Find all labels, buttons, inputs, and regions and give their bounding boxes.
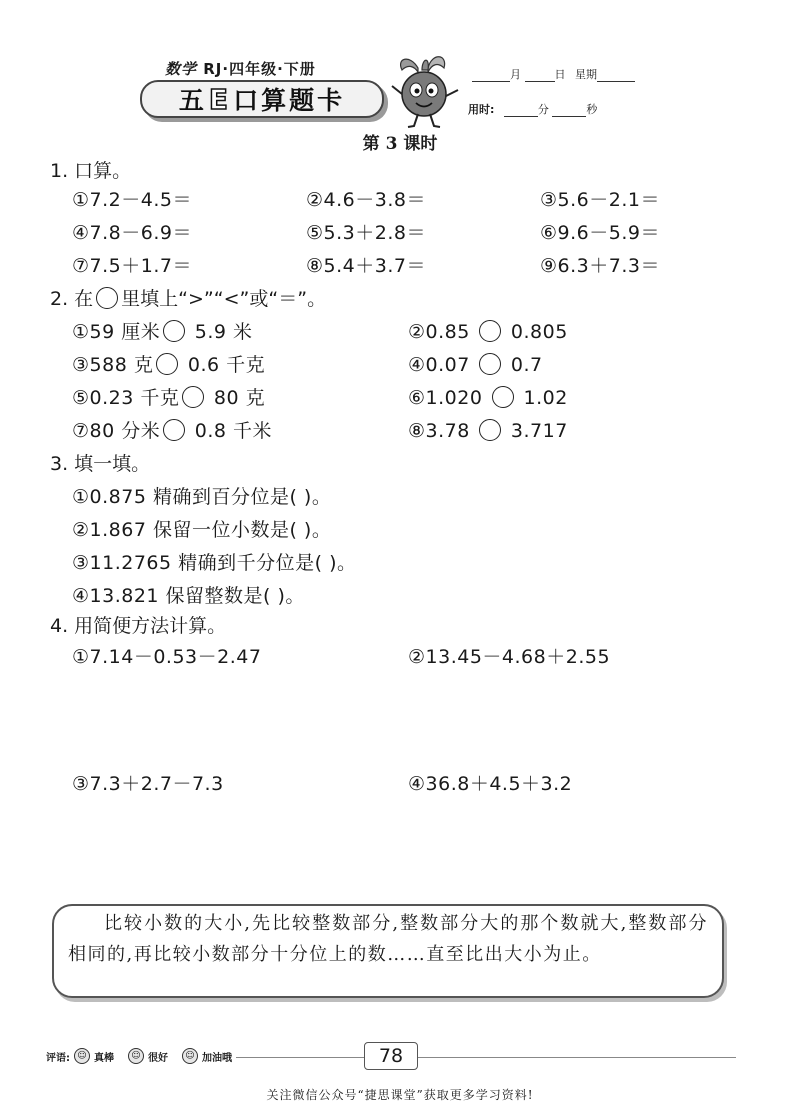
tip-text: 比较小数的大小,先比较整数部分,整数部分大的那个数就大,整数部分相同的,再比较小数部分十分位上的数……直至比出大小为止。 (68, 913, 708, 965)
rating-option-2[interactable]: 很好 (148, 1052, 168, 1064)
q2-right: 3.717 (504, 420, 568, 442)
q2-left: ⑧3.78 (408, 420, 477, 442)
minutes-blank[interactable] (504, 106, 538, 117)
q2-title-post: 里填上“>”“<”或“＝”。 (121, 288, 327, 310)
q2-left: ③588 克 (72, 354, 154, 376)
banner-prefix: 五 (178, 86, 207, 115)
q4-item-1: ①7.14－0.53－2.47 (72, 646, 262, 668)
q4-item-4: ④36.8＋4.5＋3.2 (408, 773, 573, 795)
minutes-label: 分 (537, 103, 549, 116)
title-banner (140, 80, 384, 118)
q2-right: 0.805 (504, 321, 568, 343)
q2-item-3 (72, 353, 265, 377)
q2-item-4 (408, 353, 543, 377)
q1-item-5: ⑤5.3＋2.8＝ (306, 222, 426, 244)
time-label: 用时: (468, 103, 495, 116)
rating-row (46, 1048, 242, 1064)
q4-item-3: ③7.3＋2.7－7.3 (72, 773, 224, 795)
q4-title: 4. 用简便方法计算。 (50, 615, 227, 637)
rating-option-1[interactable]: 真棒 (94, 1052, 114, 1064)
cheer-face-icon[interactable]: ☺ (182, 1048, 198, 1064)
q2-left: ⑦80 分米 (72, 420, 161, 442)
q3-item-2: ②1.867 保留一位小数是( )。 (72, 519, 332, 541)
q2-left: ④0.07 (408, 354, 477, 376)
day-blank[interactable] (525, 71, 555, 82)
q2-item-2 (408, 320, 568, 344)
q1-item-6: ⑥9.6－5.9＝ (540, 222, 660, 244)
q2-item-5 (72, 386, 265, 410)
q1-item-3: ③5.6－2.1＝ (540, 189, 660, 211)
q2-right: 80 克 (207, 387, 266, 409)
q1-title: 1. 口算。 (50, 160, 132, 182)
q2-right: 0.6 千克 (181, 354, 266, 376)
q2-right: 0.7 (504, 354, 543, 376)
q2-left: ⑥1.020 (408, 387, 489, 409)
q1-item-4: ④7.8－6.9＝ (72, 222, 192, 244)
q2-item-1 (72, 320, 253, 344)
q4-item-2: ②13.45－4.68＋2.55 (408, 646, 611, 668)
circle-icon (96, 287, 118, 309)
footer-divider-right (416, 1057, 736, 1058)
q1-item-1: ①7.2－4.5＝ (72, 189, 192, 211)
rating-option-3[interactable]: 加油哦 (202, 1052, 232, 1064)
page-number: 78 (364, 1042, 418, 1070)
mascot-radish-icon (388, 50, 464, 130)
weekday-label: 星期 (575, 68, 597, 81)
q2-left: ②0.85 (408, 321, 477, 343)
compare-circle[interactable] (479, 419, 501, 441)
banner-title: 口算题卡 (233, 86, 346, 115)
compare-circle[interactable] (182, 386, 204, 408)
compare-circle[interactable] (479, 320, 501, 342)
footer-divider-left (236, 1057, 364, 1058)
seconds-blank[interactable] (552, 106, 586, 117)
compare-circle[interactable] (492, 386, 514, 408)
time-line (468, 101, 597, 117)
q1-item-9: ⑨6.3＋7.3＝ (540, 255, 660, 277)
q2-item-8 (408, 419, 568, 443)
q2-title (50, 287, 326, 311)
q2-right: 5.9 米 (188, 321, 253, 343)
q2-left: ⑤0.23 千克 (72, 387, 180, 409)
date-line (472, 66, 635, 82)
grin-face-icon[interactable]: ☺ (74, 1048, 90, 1064)
lesson-title: 第 3 课时 (362, 134, 438, 154)
q3-item-1: ①0.875 精确到百分位是( )。 (72, 486, 332, 508)
q3-title: 3. 填一填。 (50, 453, 151, 475)
banner-e-letter: E (208, 82, 232, 116)
seconds-label: 秒 (586, 103, 598, 116)
compare-circle[interactable] (479, 353, 501, 375)
q2-right: 0.8 千米 (188, 420, 273, 442)
q1-item-7: ⑦7.5＋1.7＝ (72, 255, 192, 277)
q1-item-8: ⑧5.4＋3.7＝ (306, 255, 426, 277)
compare-circle[interactable] (163, 320, 185, 342)
month-label: 月 (510, 68, 521, 81)
footer-notice: 关注微信公众号“捷思课堂”获取更多学习资料! (266, 1088, 534, 1102)
month-blank[interactable] (472, 71, 510, 82)
compare-circle[interactable] (163, 419, 185, 441)
compare-circle[interactable] (156, 353, 178, 375)
q2-right: 1.02 (516, 387, 568, 409)
q2-item-6 (408, 386, 568, 410)
day-label: 日 (554, 68, 566, 81)
smile-face-icon[interactable]: ☺ (128, 1048, 144, 1064)
grade-volume: RJ·四年级·下册 (197, 60, 316, 78)
q2-item-7 (72, 419, 272, 443)
q2-title-pre: 2. 在 (50, 288, 94, 310)
q3-item-4: ④13.821 保留整数是( )。 (72, 585, 305, 607)
q3-item-3: ③11.2765 精确到千分位是( )。 (72, 552, 357, 574)
tip-box (52, 904, 724, 998)
subject-name: 数学 (165, 60, 198, 78)
weekday-blank[interactable] (597, 71, 635, 82)
q1-item-2: ②4.6－3.8＝ (306, 189, 426, 211)
subject-heading (165, 58, 316, 79)
q2-left: ①59 厘米 (72, 321, 161, 343)
rating-label: 评语: (46, 1052, 70, 1064)
